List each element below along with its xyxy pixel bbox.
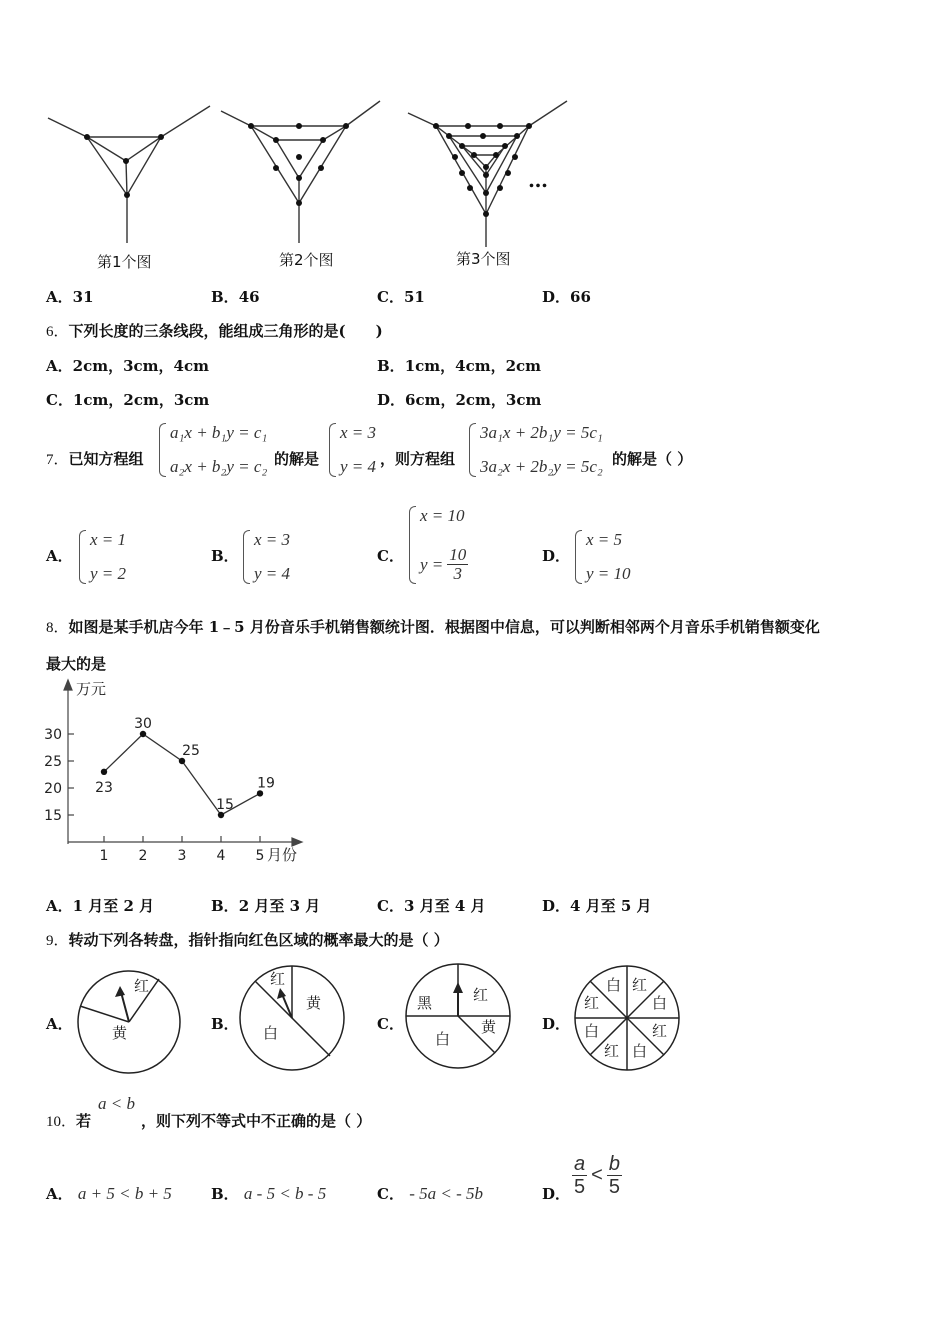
option-letter: A．: [46, 1185, 73, 1203]
question-number: 7．: [46, 452, 69, 468]
option-letter: B．: [211, 897, 239, 915]
fraction-denominator: 3: [453, 564, 463, 584]
spinner-c-label-red: 红: [473, 986, 489, 1004]
option-letter: C．: [377, 288, 404, 306]
option-text: 2cm，3cm，4cm: [72, 357, 209, 375]
spinner-c[interactable]: [403, 962, 515, 1072]
q9-option-c-letter[interactable]: C．: [377, 1015, 404, 1033]
y-axis-label: 万元: [76, 680, 107, 698]
sales-line-chart: [40, 676, 320, 870]
equation: 3a₁x + 2b₁y = 5c₁: [480, 423, 603, 442]
x-tick-label: 4: [216, 848, 226, 864]
option-text: 2 月至 3 月: [238, 897, 321, 915]
q7-option-b-letter[interactable]: B．: [211, 547, 239, 565]
x-tick-label: 2: [138, 848, 148, 864]
q6-option-a[interactable]: [46, 355, 209, 376]
equation: x = 1: [90, 530, 127, 549]
option-letter: D．: [377, 391, 406, 409]
q9-option-a-letter[interactable]: A．: [46, 1015, 73, 1033]
data-label: 25: [182, 743, 200, 759]
figure-ellipsis: …: [528, 168, 548, 192]
x-axis-label: 月份: [267, 846, 298, 864]
q7-system-2: [469, 423, 603, 477]
q10-condition: a < b: [98, 1094, 135, 1113]
y-prefix: y =: [420, 554, 444, 574]
option-letter: A．: [46, 288, 73, 306]
spinner-d-label-7: 红: [604, 1042, 620, 1060]
fraction-numerator: b: [608, 1153, 620, 1175]
x-tick-label: 5: [255, 848, 265, 864]
q9-stem: [46, 929, 449, 950]
spinner-b-label-yellow: 黄: [306, 994, 322, 1012]
option-text: 4 月至 5 月: [570, 897, 652, 915]
spinner-a-label-yellow: 黄: [112, 1024, 128, 1042]
q6-stem: [46, 320, 383, 341]
equation: y = 2: [90, 564, 127, 583]
equation: a₂x + b₂y = c₂: [170, 457, 268, 476]
spinner-d-label-8: 白: [632, 1042, 648, 1060]
q10-option-a[interactable]: [46, 1183, 172, 1204]
q7-option-c[interactable]: [409, 506, 468, 584]
q8-stem-line1: [46, 616, 820, 637]
q7-stem-b: 的解是: [274, 450, 320, 468]
x-tick-label: 3: [177, 848, 187, 864]
q7-system-1: [159, 423, 267, 477]
figure-3-caption: 第3个图: [456, 250, 511, 268]
y-axis-arrow: [64, 680, 72, 690]
option-text: a + 5 < b + 5: [77, 1184, 172, 1203]
figure-1-diagram: [48, 106, 210, 243]
option-text: 1cm，4cm，2cm: [404, 357, 542, 375]
spinner-c-label-yellow: 黄: [481, 1018, 497, 1036]
y-tick-label: 30: [44, 727, 62, 743]
q8-option-d[interactable]: [542, 895, 652, 916]
q10-option-c[interactable]: [377, 1183, 483, 1204]
fraction-denominator: 5: [608, 1176, 620, 1198]
q7-option-a-letter[interactable]: A．: [46, 547, 73, 565]
option-text: - 5a < - 5b: [409, 1184, 483, 1203]
spinner-d[interactable]: [572, 964, 682, 1074]
fraction-numerator: a: [574, 1153, 586, 1175]
option-letter: B．: [211, 288, 239, 306]
question-text: 下列长度的三条线段，能组成三角形的是( ): [68, 322, 383, 340]
q8-stem-line2: 最大的是: [46, 655, 107, 673]
spinner-a-label-red: 红: [134, 977, 150, 995]
q5-option-b[interactable]: [211, 286, 260, 307]
q8-option-c[interactable]: [377, 895, 486, 916]
spinner-c-label-white: 白: [435, 1030, 451, 1048]
option-text: 1 月至 2 月: [72, 897, 155, 915]
spinner-d-label-3: 红: [584, 994, 600, 1012]
x-tick-label: 1: [99, 848, 109, 864]
data-label: 30: [134, 716, 152, 732]
option-letter: D．: [542, 897, 571, 915]
option-text: a - 5 < b - 5: [243, 1184, 327, 1203]
option-letter: B．: [377, 357, 405, 375]
q6-option-d[interactable]: [377, 389, 541, 410]
q7-option-a[interactable]: [79, 530, 126, 584]
q7-option-b[interactable]: [243, 530, 290, 584]
brace: [79, 530, 86, 584]
spinner-b-label-red: 红: [270, 970, 286, 988]
brace: [575, 530, 582, 584]
q7-stem-c: ，则方程组: [380, 450, 456, 468]
data-label: 23: [95, 779, 113, 796]
q10-option-d[interactable]: [572, 1153, 622, 1198]
y-tick-label: 15: [44, 808, 62, 824]
question-number: 6．: [46, 324, 69, 340]
brace: [469, 423, 476, 477]
option-text: 31: [72, 288, 94, 306]
question-number: 8．: [46, 620, 69, 636]
figure-1-caption: 第1个图: [97, 253, 152, 271]
spinner-d-label-2: 红: [632, 976, 648, 994]
option-letter: C．: [377, 1185, 404, 1203]
equation: a₁x + b₁y = c₁: [170, 423, 268, 442]
equation: x = 3: [254, 530, 291, 549]
option-letter: D．: [542, 288, 571, 306]
option-text: 6cm，2cm，3cm: [405, 391, 542, 409]
option-text: 1cm，2cm，3cm: [72, 391, 210, 409]
question-number: 9．: [46, 933, 69, 949]
pointer-arrow-icon: [277, 988, 286, 999]
option-letter: A．: [46, 357, 73, 375]
equation: y = 4: [340, 457, 377, 476]
option-text: 51: [403, 288, 425, 306]
q7-option-d-letter[interactable]: D．: [542, 547, 571, 565]
brace: [243, 530, 250, 584]
option-text: 3 月至 4 月: [403, 897, 486, 915]
q8-option-a[interactable]: [46, 895, 154, 916]
q9-option-d-letter[interactable]: D．: [542, 1015, 571, 1033]
data-point: [101, 769, 107, 775]
q7-solution: [329, 423, 376, 477]
y-tick-label: 20: [44, 781, 62, 797]
spinner-d-label-1: 白: [606, 976, 622, 994]
spinner-b[interactable]: [238, 964, 348, 1074]
option-letter: A．: [46, 897, 73, 915]
less-than-sign: <: [591, 1164, 603, 1186]
equation: x = 5: [586, 530, 623, 549]
data-label: 19: [257, 775, 275, 792]
pointer-arrow-icon: [115, 986, 125, 997]
fraction-denominator: 5: [574, 1176, 586, 1198]
option-letter: C．: [46, 391, 73, 409]
option-letter: C．: [377, 897, 404, 915]
q10-stem-a: [46, 1110, 91, 1131]
y-tick-label: 25: [44, 754, 62, 770]
q7-stem-d: 的解是（ ）: [612, 450, 693, 468]
q5-option-a[interactable]: [46, 286, 94, 307]
question-number: 10．: [46, 1114, 77, 1130]
question-text: 如图是某手机店今年 1﹣5 月份音乐手机销售额统计图．根据图中信息，可以判断相邻两个月音乐手机销售额变化: [68, 618, 820, 636]
fraction-b-over-5: [607, 1153, 622, 1198]
q7-stem-a: [46, 448, 144, 469]
question-text: 已知方程组: [68, 450, 144, 468]
equation: [420, 546, 468, 584]
q9-option-b-letter[interactable]: B．: [211, 1015, 239, 1033]
figure-2-diagram: [221, 101, 380, 243]
data-label: 15: [216, 797, 234, 813]
q10-option-b[interactable]: [211, 1183, 326, 1204]
spinner-d-label-4: 白: [652, 994, 668, 1012]
option-text: 66: [570, 288, 591, 306]
brace: [159, 423, 166, 477]
equation: x = 10: [420, 506, 465, 525]
q7-option-d[interactable]: [575, 530, 631, 584]
q8-option-b[interactable]: [211, 895, 320, 916]
fraction-numerator: 10: [449, 544, 467, 564]
spinner-a[interactable]: [74, 970, 186, 1074]
spinner-d-label-5: 白: [584, 1022, 600, 1040]
equation: y = 4: [254, 564, 291, 583]
brace: [409, 506, 416, 584]
equation: y = 10: [586, 564, 631, 583]
spinner-c-label-black: 黑: [417, 994, 433, 1012]
option-letter: B．: [211, 1185, 239, 1203]
pointer-arrow-icon: [453, 982, 463, 993]
fraction-a-over-5: [572, 1153, 587, 1198]
q10-option-d-letter[interactable]: D．: [542, 1185, 571, 1203]
q5-option-d[interactable]: [542, 286, 591, 307]
equation: 3a₂x + 2b₂y = 5c₂: [480, 457, 603, 476]
question-text: 转动下列各转盘，指针指向红色区域的概率最大的是（ ）: [68, 931, 449, 949]
spinner-b-label-white: 白: [263, 1024, 279, 1042]
figure-2-caption: 第2个图: [279, 251, 334, 269]
q10-stem-b: ，则下列不等式中不正确的是（ ）: [141, 1112, 372, 1130]
brace: [329, 423, 336, 477]
q6-option-b[interactable]: [377, 355, 541, 376]
q7-option-c-letter[interactable]: C．: [377, 547, 404, 565]
q5-option-c[interactable]: [377, 286, 425, 307]
option-text: 46: [238, 288, 260, 306]
spinner-d-label-6: 红: [652, 1022, 668, 1040]
equation: x = 3: [340, 423, 377, 442]
question-text: 若: [76, 1112, 92, 1130]
x-axis-arrow: [292, 838, 302, 846]
q6-option-c[interactable]: [46, 389, 209, 410]
fraction: [447, 546, 468, 584]
